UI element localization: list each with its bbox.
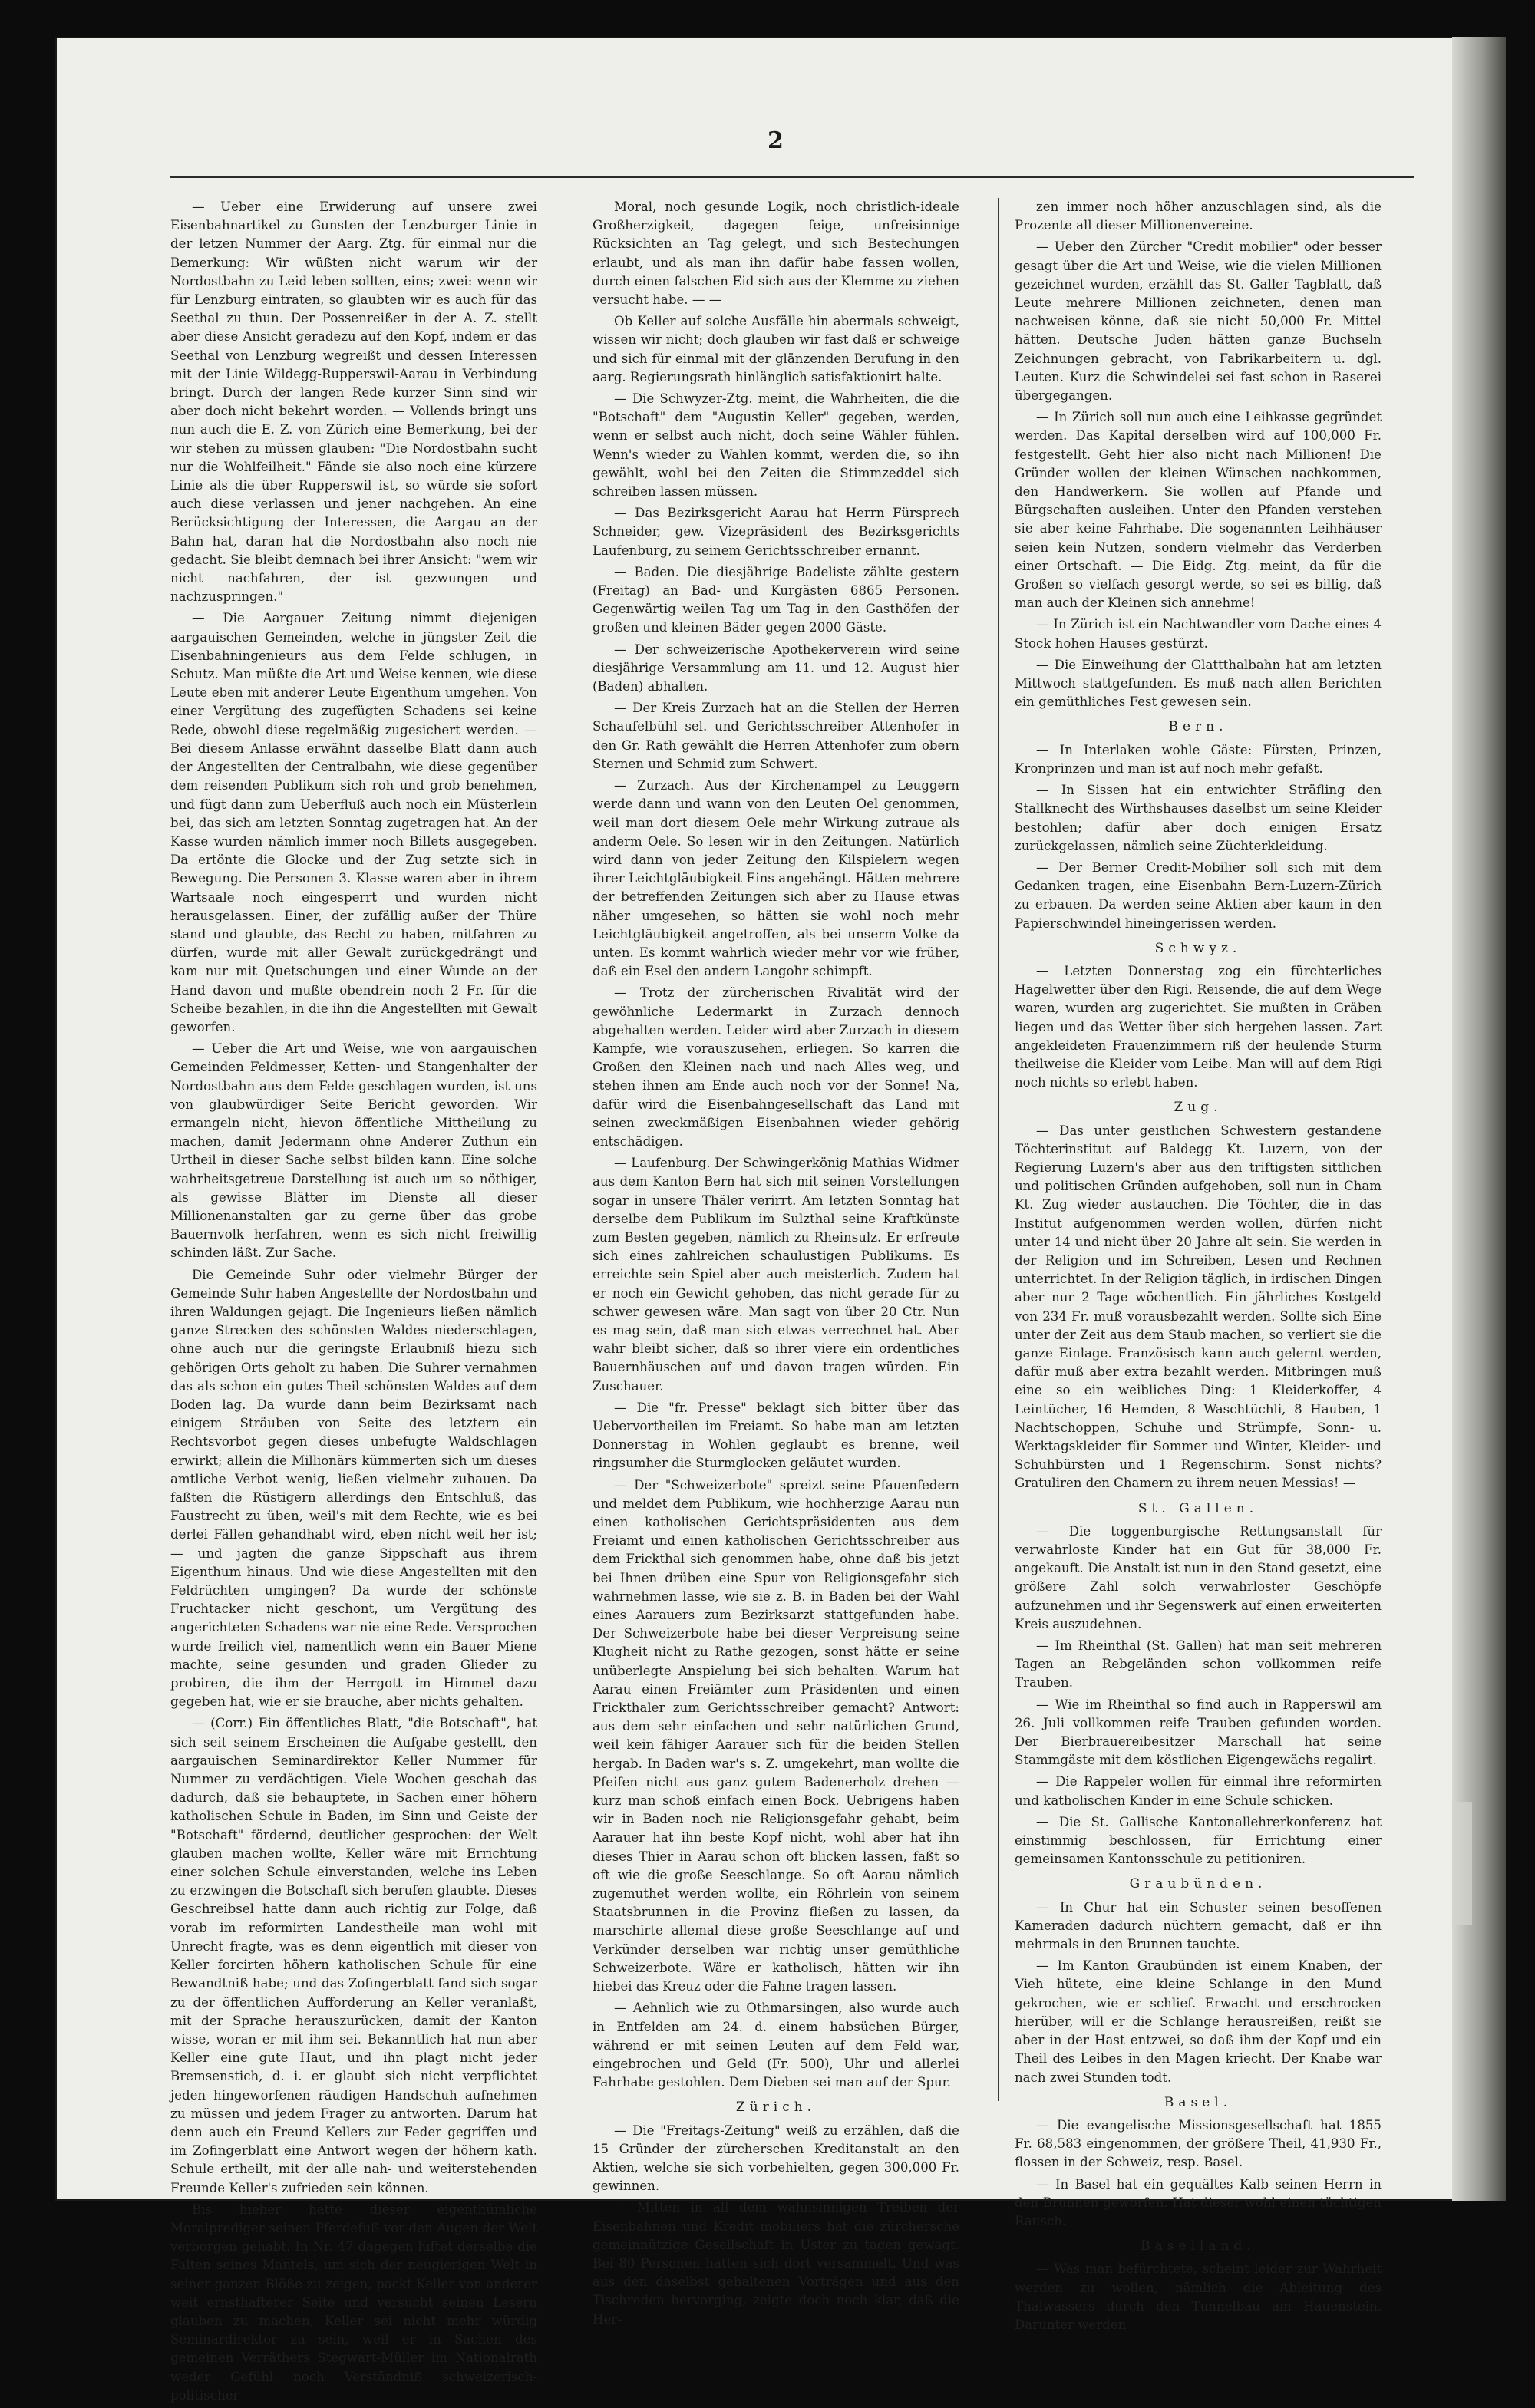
column-2 bbox=[593, 198, 959, 2332]
article-paragraph: Bis hieher hatte dieser eigenthümliche Moralprediger seinen Pferdefuß vor den Augen der Welt verborgen gehabt. In Nr. 47 dagegen lüftet derselbe die Falten seines Mantels, um sich der neugierigen Welt in seiner ganzen Blöße zu zeigen, packt Keller von anderer weit ernsthafterer Seite und versucht seinen Lesern glauben zu machen, Keller sei nicht mehr würdig Seminardirektor zu sein, weil er in Sachen des gemeinen Verräthers Stegwart-Müller im Nationalrath weder Gefühl noch Verständniß schweizerisch-politischer bbox=[170, 2202, 537, 2403]
article-paragraph: — Die Rappeler wollen für einmal ihre reformirten und katholischen Kinder in eine Schule schicken. bbox=[1015, 1774, 1382, 1808]
section-heading: Basel. bbox=[1164, 2094, 1233, 2110]
article-paragraph: — Die Schwyzer-Ztg. meint, die Wahrheiten, die die "Botschaft" dem "Augustin Keller" gegeben, werden, wenn er selbst auch nicht, doch seine Wähler fühlen. Wenn's wieder zu Wahlen kommt, werden die, so ihn gewählt, wohl bei den Zeiten die Stimmzeddel sich schreiben lassen müssen. bbox=[593, 391, 959, 500]
article-paragraph: — In Basel hat ein gequältes Kalb seinen Herrn in den Brunnen geworfen. Hat dieser wohl einen tüchtigen Rausch. bbox=[1015, 2176, 1382, 2228]
article-paragraph: zen immer noch höher anzuschlagen sind, als die Prozente all dieser Millionenvereine. bbox=[1015, 200, 1382, 233]
column-separator bbox=[998, 198, 999, 2101]
article-paragraph: — Letzten Donnerstag zog ein fürchterliches Hagelwetter über den Rigi. Reisende, die auf dem Wege waren, wurden arg zugerichtet. Sie mußten in Gräben liegen und das Wetter über sich hergehen lassen. Zart angekleideten Frauenzimmern riß der heulende Sturm theilweise die Kleider vom Leibe. Man will auf dem Rigi noch nichts so erlebt haben. bbox=[1015, 963, 1382, 1090]
section-heading: Graubünden. bbox=[1129, 1876, 1267, 1892]
article-paragraph: — Der schweizerische Apothekerverein wird seine diesjährige Versammlung am 11. und 12. August hier (Baden) abhalten. bbox=[593, 642, 959, 694]
section-heading: Baselland. bbox=[1141, 2238, 1256, 2255]
article-paragraph: — Der "Schweizerbote" spreizt seine Pfauenfedern und meldet dem Publikum, wie hochherzige Aarau nun einen katholischen Gerichtspräsidenten aus dem Freiamt und einen katholischen Gerichtsschreiber aus dem Frickthal sich genommen habe, ohne daß bis jetzt bei Ihnen drüben eine Spur von Religionsgefahr sich wahrnehmen lasse, wie sie z. B. in Baden bei der Wahl eines Aarauers zum Bezirksarzt stattgefunden habe. Der Schweizerbote habe bei dieser Verpreisung seine Klugheit nicht zu Rathe gezogen, sonst hätte er seine unüberlegte Anspielung bei sich behalten. Warum hat Aarau einen Freiämter zum Präsidenten und einen Frickthaler zum Gerichtsschreiber gemacht? Antwort: aus dem sehr einfachen und sehr natürlichen Grund, weil kein fähiger Aarauer sich für die beiden Stellen hergab. In Baden war's s. Z. umgekehrt, man wollte die Pfeifen nicht aus ganz gutem Badenerholz drehen — kurz man schoß einfach einen Bock. Uebrigens haben wir in Baden noch nie Religionsgefahr gehabt, beim Aarauer hat ihn beste Kopf nicht, wohl aber hat ihn dieses Thier in Aarau schon oft blicken lassen, faßt so oft wie die große Seeschlange. So oft Aarau nämlich zugemuthet werden wollte, ein Röhrlein von seinem Staatsbrunnen in die Provinz fließen zu lassen, da marschirte allemal diese große Seeschlange auf und Verkünder derselben war richtig unser gemüthliche Schweizerbote. Wäre er katholisch, hätten wir ihn hiebei das Kreuz oder die Fahne tragen lassen. bbox=[593, 1477, 959, 1994]
article-paragraph: Moral, noch gesunde Logik, noch christlich-ideale Großherzigkeit, dagegen feige, unfreisinnige Rücksichten an Tag gelegt, und sich Bestechungen erlaubt, und als man ihn dafür habe fassen wollen, durch einen falschen Eid sich aus der Klemme zu ziehen versucht habe. — — bbox=[593, 200, 959, 308]
section-heading: Bern. bbox=[1168, 719, 1228, 735]
article-paragraph: — In Interlaken wohle Gäste: Fürsten, Prinzen, Kronprinzen und man ist auf noch mehr gefaßt. bbox=[1015, 742, 1382, 776]
article-paragraph: — Ueber den Zürcher "Credit mobilier" oder besser gesagt über die Art und Weise, wie die vielen Millionen gezeichnet wurden, erzählt das St. Galler Tagblatt, daß Leute mehrere Millionen zeichneten, denen man nachweisen könne, daß sie nicht 50,000 Fr. Mittel hätten. Deutsche Juden hätten ganze Buchseln Zeichnungen gebracht, von Fabrikarbeitern u. dgl. Leuten. Kurz die Schwindelei sei fast schon in Raserei übergegangen. bbox=[1015, 239, 1382, 404]
section-heading: St. Gallen. bbox=[1137, 1500, 1259, 1516]
section-heading: Zürich. bbox=[735, 2100, 817, 2116]
article-paragraph: — Der Berner Credit-Mobilier soll sich mit dem Gedanken tragen, eine Eisenbahn Bern-Luzern-Zürich zu erbauen. Da werden seine Aktien aber kaum in den Papierschwindel hineingerissen werden. bbox=[1015, 859, 1382, 931]
library-stamp-mark bbox=[1452, 1802, 1472, 1925]
newspaper-page bbox=[55, 37, 1506, 2403]
article-paragraph: — Das unter geistlichen Schwestern gestandene Töchterinstitut auf Baldegg Kt. Luzern, von der Regierung Luzern's aber aus den triftigsten sittlichen und politischen Gründen aufgehoben, soll nun in Cham Kt. Zug wieder austauchen. Die Töchter, die in das Institut aufgenommen werden wollen, dürfen nicht unter 14 und nicht über 20 Jahre alt sein. Sie werden in der Religion und im Schreiben, Lesen und Rechnen unterrichtet. In der Religion täglich, in irdischen Dingen aber nur 2 Tage wöchentlich. Ein jährliches Kostgeld von 234 Fr. muß vorausbezahlt werden. Sollte sich Eine unter der Zeit aus dem Staub machen, so verliert sie die ganze Einlage. Französisch kann auch gelernt werden, dafür muß aber extra bezahlt werden. Mitbringen muß eine so ein weibliches Ding: 1 Kleiderkoffer, 4 Leintücher, 16 Hemden, 8 Waschtüchli, 8 Hauben, 1 Nachtschoppen, Schuhe und Strümpfe, Sonn- u. Werktagskleider für Sommer und Winter, Kleider- und Schuhbürsten und 1 Regenschirm. Sonst nichts? Gratuliren den Chamern zu ihrem neuen Messias! — bbox=[1015, 1123, 1382, 1491]
article-paragraph: — Aehnlich wie zu Othmarsingen, also wurde auch in Entfelden am 24. d. einem habsüchen Bürger, während er mit seinen Leuten auf dem Feld war, eingebrochen und Geld (Fr. 500), Uhr und allerlei Fahrhabe gestohlen. Dem Dieben sei man auf der Spur. bbox=[593, 2001, 959, 2090]
article-paragraph: — Laufenburg. Der Schwingerkönig Mathias Widmer aus dem Kanton Bern hat sich mit seinen Vorstellungen sogar in unsere Thäler verirrt. Am letzten Sonntag hat derselbe dem Publikum im Sulzthal seine Kraftkünste zum Besten gegeben, nämlich zu Rheinsulz. Er erfreute sich eines zahlreichen schaulustigen Publikums. Es erreichte sein Spiel aber auch meisterlich. Zudem hat er noch ein Gewicht gehoben, das nicht gerade für zu schwer gewesen wäre. Man sagt von über 20 Ctr. Nun es mag sein, daß man sich etwas verrechnet hat. Aber wahr bleibt sicher, daß so ihrer viere ein ordentliches Bauernhäuschen auf und davon tragen würden. Ein Zuschauer. bbox=[593, 1156, 959, 1394]
article-paragraph: — Ueber die Art und Weise, wie von aargauischen Gemeinden Feldmesser, Ketten- und Stangenhalter der Nordostbahn aus dem Felde geschlagen wurden, ist uns von glaubwürdiger Seite Bericht geworden. Wir ermangeln nicht, hievon öffentliche Mittheilung zu machen, damit Jedermann ohne Anderer Zuthun ein Urtheil in dieser Sache selbst bilden kann. Eine solche wahrheitsgetreue Darstellung ist auch um so nöthiger, als gewisse Blätter im Dienste all dieser Millionenanstalten gar zu gerne über das grobe Bauernvolk herfahren, wenn es sich nicht freiwillig schinden läßt. Zur Sache. bbox=[170, 1041, 537, 1261]
article-paragraph: — Trotz der zürcherischen Rivalität wird der gewöhnliche Ledermarkt in Zurzach dennoch abgehalten werden. Leider wird aber Zurzach in diesem Kampfe, wie vorauszusehen, erliegen. So karren die Großen den Kleinen nach und nach Alles weg, und stehen ihnen am Ende auch noch vor der Sonne! Na, dafür wird die Eisenbahngesellschaft das Land mit seinen zweckmäßigen Eisenbahnen wieder gehörig entschädigen. bbox=[593, 985, 959, 1149]
article-paragraph: — In Zürich ist ein Nachtwandler vom Dache eines 4 Stock hohen Hauses gestürzt. bbox=[1015, 617, 1382, 651]
article-paragraph: — Wie im Rheinthal so find auch in Rapperswil am 26. Juli vollkommen reife Trauben gefunden worden. Der Bierbrauereibesitzer Marschall hat seine Stammgäste mit dem köstlichen Eigengewächs regalirt. bbox=[1015, 1697, 1382, 1768]
article-paragraph: — Zurzach. Aus der Kirchenampel zu Leuggern werde dann und wann von den Leuten Oel genommen, weil man dort diesem Oele mehr Wirkung zutraue als anderm Oele. So lesen wir in den Zeitungen. Natürlich wird dann von jeder Zeitung den Kilspielern wegen ihrer Leichtgläubigkeit Eins angehängt. Hätten mehrere der betreffenden Zeitungen sich aber zu Hause etwas näher umgesehen, so hätten sie wohl noch mehr Leichtgläubigkeit angetroffen, als bei unserm Volke da unten. Es kommt wahrlich wieder mehr vor wie früher, daß ein Esel den andern Langohr schimpft. bbox=[593, 778, 959, 979]
page-number: 2 bbox=[768, 127, 784, 154]
article-paragraph: — Die Einweihung der Glattthalbahn hat am letzten Mittwoch stattgefunden. Es muß nach allen Berichten ein gemüthliches Fest gewesen sein. bbox=[1015, 657, 1382, 710]
article-paragraph: — Was man befürchtete, scheint leider zur Wahrheit werden zu wollen, nämlich die Ableitung des Thalwassers durch den Tunnelbau am Hauenstein. Darunter werden bbox=[1015, 2261, 1382, 2332]
article-paragraph: — Das Bezirksgericht Aarau hat Herrn Fürsprech Schneider, gew. Vizepräsident des Bezirksgerichts Laufenburg, zu seinem Gerichtsschreiber ernannt. bbox=[593, 506, 959, 558]
column-3 bbox=[1015, 198, 1382, 2337]
section-heading: Zug. bbox=[1174, 1100, 1223, 1116]
article-paragraph: — In Zürich soll nun auch eine Leihkasse gegründet werden. Das Kapital derselben wird auf 100,000 Fr. festgestellt. Geht hier also nicht nach Millionen! Die Gründer wollen der kleinen Wünschen nachkommen, den Handwerkern. Sie wollen auf Pfande und Bürgschaften ausleihen. Unter den Pfanden verstehen sie aber keine Fahrhabe. Die sogenannten Leihhäuser seien kein Nutzen, sondern vielmehr das Verderben einer Ortschaft. — Die Eidg. Ztg. meint, da für die Großen so vielfach gesorgt werde, so sei es billig, daß man auch der Kleinen sich annehme! bbox=[1015, 410, 1382, 611]
article-paragraph: — In Sissen hat ein entwichter Sträfling den Stallknecht des Wirthshauses daselbst um seine Kleider bestohlen; dafür aber doch einigen Ersatz zurückgelassen, nämlich seine Züchterkleidung. bbox=[1015, 783, 1382, 853]
article-paragraph: — (Corr.) Ein öffentliches Blatt, "die Botschaft", hat sich seit seinem Erscheinen die Aufgabe gestellt, den aargauischen Seminardirektor Keller Nummer für Nummer zu verdächtigen. Viele Wochen geschah das dadurch, daß sie behauptete, in Sachen einer höhern katholischen Schule in Baden, im Sinn und Geiste der "Botschaft" fördernd, deutlicher gesprochen: der Welt glauben machen wollte, Keller wäre mit Errichtung einer solchen Schule einverstanden, welche ins Leben zu erzwingen die Botschaft sich berufen glaubte. Dieses Geschreibsel hatte dann auch richtig zur Folge, daß vorab im reformirten Landestheile man wohl mit Unrecht fragte, was es denn eigentlich mit dieser von Keller forcirten höhern katholischen Schule für eine Bewandtniß habe; und das Zofingerblatt fand sich sogar zu der öffentlichen Aufforderung an Keller veranlaßt, mit der Sprache herauszurücken, damit der Kanton wisse, woran er mit ihm sei. Bekanntlich hat nun aber Keller eine gute Haut, und ihn plagt nicht jeder Bremsenstich, d. i. er glaubt sich nicht verpflichtet jeden hingeworfenen räudigen Handschuh aufnehmen zu müssen und jedem Frager zu antworten. Darum hat denn auch ein Freund Kellers zur Feder gegriffen und im Zofingerblatt eine Antwort wegen der höhern kath. Schule ertheilt, mit der alle nah- und weiterstehenden Freunde Keller's zufrieden sein können. bbox=[170, 1716, 537, 2195]
article-paragraph: — Die toggenburgische Rettungsanstalt für verwahrloste Kinder hat ein Gut für 38,000 Fr. angekauft. Die Anstalt ist nun in den Stand gesetzt, eine größere Zahl solch verwahrloster Geschöpfe aufzunehmen und ihr Segenswerk auf einen erweiterten Kreis auszudehnen. bbox=[1015, 1523, 1382, 1631]
article-paragraph: — Die Aargauer Zeitung nimmt diejenigen aargauischen Gemeinden, welche in jüngster Zeit die Eisenbahningenieurs aus dem Felde schlugen, in Schutz. Man müßte die Art und Weise kennen, wie diese Leute eben mit anderer Leute Eigenthum umgehen. Von einer Vergütung des zugefügten Schadens sei keine Rede, obwohl diese regelmäßig zugesichert werden. — Bei diesem Anlasse erwähnt dasselbe Blatt dann auch der Angestellten der Centralbahn, wie diese gegenüber dem reisenden Publikum sich roh und grob benehmen, und fügt dann zum Ueberfluß auch noch ein Müsterlein bei, das sich am letzten Sonntag zugetragen hat. An der Kasse wurden nämlich immer noch Billets ausgegeben. Da ertönte die Glocke und der Zug setzte sich in Bewegung. Die Personen 3. Klasse waren aber in ihrem Wartsaale noch eingesperrt und wurden nicht herausgelassen. Einer, der zufällig außer der Thüre stand und glaubte, das Recht zu haben, mitfahren zu dürfen, wurde mit aller Gewalt zurückgedrängt und kam nur mit Quetschungen und einer Wunde an der Hand davon und mußte obendrein noch 2 Fr. für die Scheibe bezahlen, in die ihn die Angestellten mit Gewalt geworfen. bbox=[170, 611, 537, 1034]
article-paragraph: — Mitten in all dem wahnsinnigen Treiben der Eisenbahnen und Kredit mobiliers hat die zürchersche gemeinnützige Gesellschaft in Uster zu tagen gewagt. Bei 80 Personen hatten sich dort versammelt. Und was aus den daselbst gehaltenen Vorträgen und aus den Tischreden hervorging, zeigte doch noch klar, daß die Her- bbox=[593, 2200, 959, 2327]
header-rule bbox=[170, 176, 1414, 178]
article-paragraph: — Die evangelische Missionsgesellschaft hat 1855 Fr. 68,583 eingenommen, der größere Theil, 41,930 Fr., flossen in der Schweiz, resp. Basel. bbox=[1015, 2117, 1382, 2170]
section-heading: Schwyz. bbox=[1154, 940, 1242, 956]
article-paragraph: — Baden. Die diesjährige Badeliste zählte gestern (Freitag) an Bad- und Kurgästen 6865 Personen. Gegenwärtig weilen Tag um Tag in den Gasthöfen der großen und kleinen Bäder gegen 2000 Gäste. bbox=[593, 564, 959, 635]
article-paragraph: Ob Keller auf solche Ausfälle hin abermals schweigt, wissen wir nicht; doch glauben wir fast daß er schweige und sich für einmal mit der glänzenden Berufung in den aarg. Regierungsrath hinlänglich satisfaktionirt halte. bbox=[593, 314, 959, 384]
article-paragraph: Die Gemeinde Suhr oder vielmehr Bürger der Gemeinde Suhr haben Angestellte der Nordostbahn und ihren Waldungen gejagt. Die Ingenieurs ließen nämlich ganze Strecken des schönsten Waldes niederschlagen, ohne auch nur die geringste Erlaubniß hiezu sich gehörigen Orts geholt zu haben. Die Suhrer vernahmen das als schon ein gutes Theil schönsten Waldes auf dem Boden lag. Da wurde dann beim Bezirksamt nach einigem Sträuben von Seite des letztern ein Rechtsvorbot gegen dieses unbefugte Waldschlagen erwirkt; allein die Millionärs kümmerten sich um dieses amtliche Verbot wenig, ließen vielmehr zuhauen. Da faßten die Rüstigern allerdings den Entschluß, das Faustrecht zu üben, weil's mit dem Rechte, wie es bei derlei Fällen gehandhabt wird, eben nicht weit her ist; — und jagten die ganze Sippschaft aus ihrem Eigenthum hinaus. Und wie diese Angestellten mit den Feldrüchten umgingen? Da wurde der schönste Fruchtacker nicht geschont, um Vergütung des angerichteten Schadens war nie eine Rede. Versprochen wurde freilich viel, namentlich wenn ein Bauer Miene machte, seine gesunden und graden Glieder zu probiren, die ihm der Herrgott im Himmel dazu gegeben hat, wie er sie brauche, aber nichts gehalten. bbox=[170, 1267, 537, 1710]
article-paragraph: — Im Rheinthal (St. Gallen) hat man seit mehreren Tagen an Rebgeländen schon vollkommen reife Trauben. bbox=[1015, 1638, 1382, 1691]
article-paragraph: — Die "fr. Presse" beklagt sich bitter über das Uebervortheilen im Freiamt. So habe man am letzten Donnerstag in Wohlen geglaubt es brenne, weil ringsumher die Sturmglocken geläutet wurden. bbox=[593, 1400, 959, 1471]
article-paragraph: — Die "Freitags-Zeitung" weiß zu erzählen, daß die 15 Gründer der zürcherschen Kreditanstalt an den Aktien, welche sie sich vorbehielten, gegen 300,000 Fr. gewinnen. bbox=[593, 2123, 959, 2194]
article-paragraph: — Im Kanton Graubünden ist einem Knaben, der Vieh hütete, eine kleine Schlange in den Mund gekrochen, wie er schlief. Erwacht und erschrocken hierüber, will er die Schlange herausreißen, reißt sie aber in der Hast entzwei, so daß ihm der Kopf und ein Theil des Leibes in den Magen kriecht. Der Knabe war nach zwei Stunden todt. bbox=[1015, 1958, 1382, 2085]
article-paragraph: — Die St. Gallische Kantonallehrerkonferenz hat einstimmig beschlossen, für Errichtung einer gemeinsamen Kantonsschule zu petitioniren. bbox=[1015, 1814, 1382, 1867]
article-paragraph: — Ueber eine Erwiderung auf unsere zwei Eisenbahnartikel zu Gunsten der Lenzburger Linie in der letzen Nummer der Aarg. Ztg. für einmal nur die Bemerkung: Wir wüßten nicht warum wir der Nordostbahn zu Leid leben sollten, eins; zwei: wenn wir für Lenzburg eintraten, so glaubten wir es auch für das Seethal zu thun. Der Possenreißer in der A. Z. stellt aber diese Ansicht geradezu auf den Kopf, indem er das Seethal von Lenzburg wegreißt und dessen Interessen mit der Linie Wildegg-Rupperswil-Aarau in Verbindung bringt. Durch der langen Rede kurzer Sinn sind wir aber doch nicht bekehrt worden. — Vollends bringt uns nun auch die E. Z. von Zürich eine Bemerkung, bei der wir stehen zu müssen glauben: "Die Nordostbahn sucht nur die Wohlfeilheit." Fände sie also noch eine kürzere Linie als die über Rupperswil ist, so würde sie sofort auch diese verlassen und jener nachgehen. An eine Berücksichtigung der Interessen, die Aargau an der Bahn hat, daran hat die Nordostbahn also noch nie gedacht. Sie bleibt demnach bei ihrer Ansicht: "wem wir nicht nachfahren, der ist gezwungen und nachzuspringen." bbox=[170, 200, 537, 605]
column-1 bbox=[170, 198, 537, 2408]
article-paragraph: — In Chur hat ein Schuster seinen besoffenen Kameraden dadurch nüchtern gemacht, daß er ihn mehrmals in den Brunnen tauchte. bbox=[1015, 1899, 1382, 1952]
article-paragraph: — Der Kreis Zurzach hat an die Stellen der Herren Schaufelbühl sel. und Gerichtsschreiber Attenhofer in den Gr. Rath gewählt die Herren Attenhofer zum obern Sternen und Schmid zum Schwert. bbox=[593, 701, 959, 771]
